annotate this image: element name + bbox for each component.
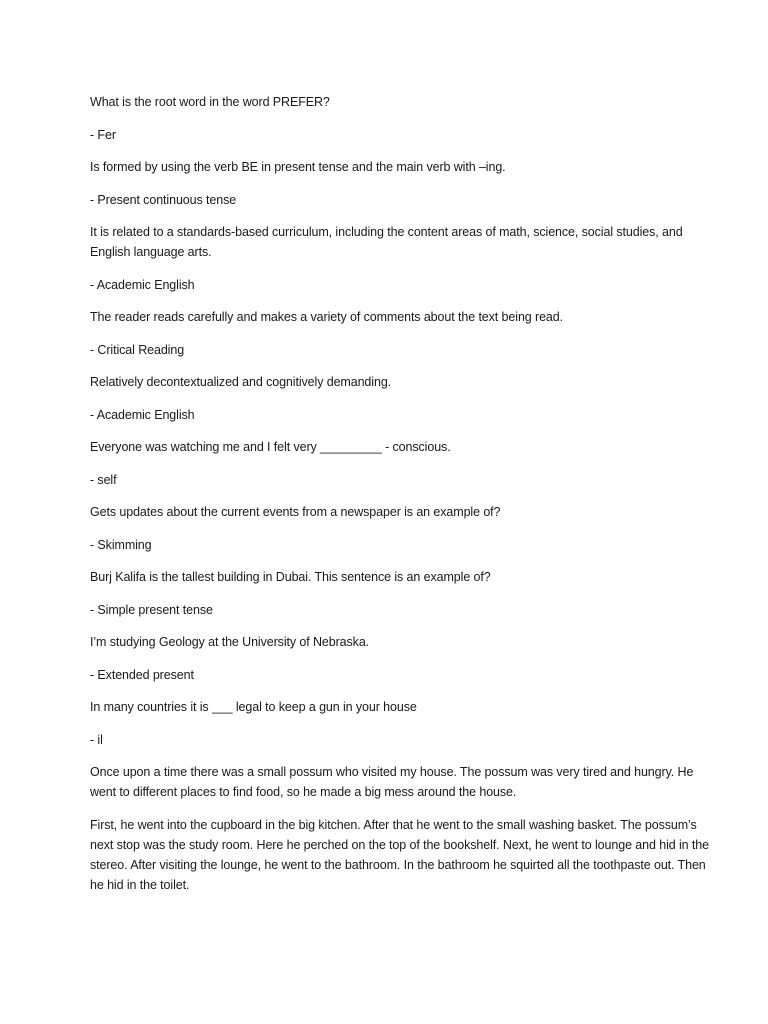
answer-text: - il — [90, 733, 103, 747]
question-text: In many countries it is ___ legal to keep a gun in your house — [90, 700, 417, 714]
answer-text: - self — [90, 473, 117, 487]
answer-text: - Critical Reading — [90, 343, 185, 357]
answer-text: - Simple present tense — [90, 603, 213, 617]
answer-text: - Academic English — [90, 278, 195, 292]
question-text: Everyone was watching me and I felt very _________ - conscious. — [90, 440, 451, 454]
question-text: Is formed by using the verb BE in present tense and the main verb with –ing. — [90, 160, 506, 174]
story-paragraph: First, he went into the cupboard in the big kitchen. After that he went to the small washing basket. The possum’s next stop was the study room. Here he perched on the top of the bookshelf. Next, he went to lounge and hid in the stereo. After visiting the lounge, he went to the bathroom. In the bathroom he squirted all the toothpaste out. Then he hid in the toilet. — [90, 818, 709, 892]
question-text: What is the root word in the word PREFER? — [90, 95, 330, 109]
answer-text: - Extended present — [90, 668, 194, 682]
question-text: Gets updates about the current events from a newspaper is an example of? — [90, 505, 501, 519]
answer-text: - Skimming — [90, 538, 152, 552]
question-text: Relatively decontextualized and cognitively demanding. — [90, 375, 392, 389]
answer-text: - Present continuous tense — [90, 193, 237, 207]
question-text: I’m studying Geology at the University of Nebraska. — [90, 635, 370, 649]
question-text: The reader reads carefully and makes a variety of comments about the text being read. — [90, 310, 564, 324]
document-page — [90, 92, 710, 908]
answer-text: - Fer — [90, 128, 116, 142]
answer-text: - Academic English — [90, 408, 195, 422]
story-paragraph: Once upon a time there was a small possum who visited my house. The possum was very tired and hungry. He went to different places to find food, so he made a big mess around the house. — [90, 765, 694, 799]
question-text: Burj Kalifa is the tallest building in Dubai. This sentence is an example of? — [90, 570, 491, 584]
question-text: It is related to a standards-based curriculum, including the content areas of math, science, social studies, and English language arts. — [90, 225, 683, 259]
